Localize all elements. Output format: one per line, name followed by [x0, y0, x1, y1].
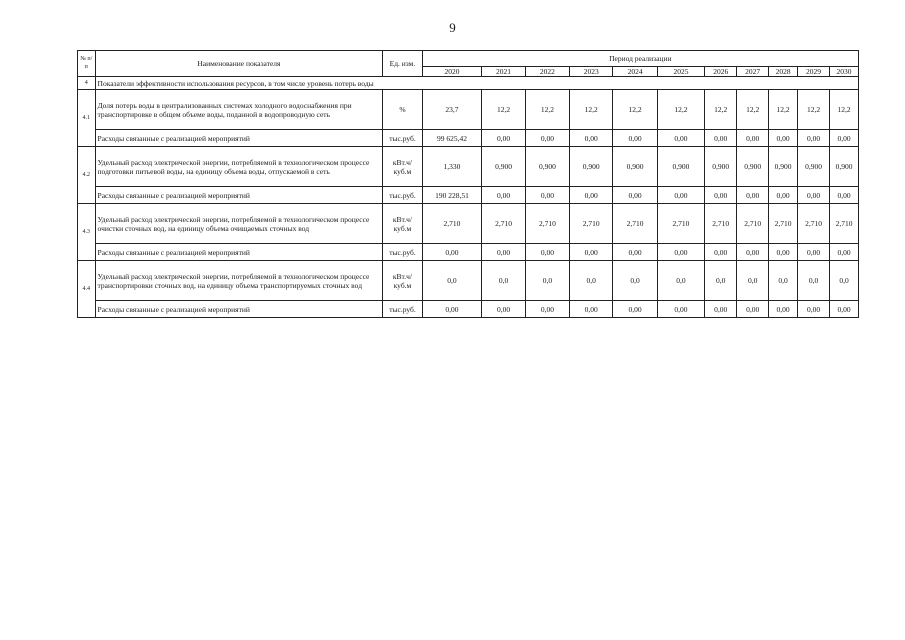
indicator-value: 0,0 [705, 261, 737, 301]
year-header: 2028 [769, 67, 798, 77]
indicator-value: 2,710 [570, 204, 613, 244]
indicator-value: 23,7 [422, 90, 482, 130]
indicator-value: 0,0 [422, 261, 482, 301]
indicator-value: 2,710 [613, 204, 657, 244]
section-row [78, 77, 859, 90]
expenses-value: 0,00 [798, 301, 830, 318]
indicator-value: 0,900 [482, 147, 525, 187]
expenses-value: 0,00 [482, 301, 525, 318]
expenses-row [78, 244, 859, 261]
indicator-name: Удельный расход электрической энергии, потребляемой в технологическом процессе очистки сточных вод, на единицу объема очищаемых сточных вод [95, 204, 383, 244]
indicator-value: 0,0 [613, 261, 657, 301]
expenses-value: 0,00 [657, 244, 704, 261]
indicator-value: 2,710 [737, 204, 769, 244]
indicator-value: 0,0 [570, 261, 613, 301]
year-header: 2026 [705, 67, 737, 77]
expenses-unit: тыс.руб. [383, 244, 422, 261]
expenses-value: 0,00 [769, 244, 798, 261]
indicator-name: Доля потерь воды в централизованных системах холодного водоснабжения при транспортировке в общем объеме воды, поданной в водопроводную сеть [95, 90, 383, 130]
expenses-value: 0,00 [570, 301, 613, 318]
expenses-value: 0,00 [830, 187, 859, 204]
expenses-value: 0,00 [613, 130, 657, 147]
expenses-unit: тыс.руб. [383, 187, 422, 204]
indicator-value: 12,2 [570, 90, 613, 130]
indicator-value: 2,710 [482, 204, 525, 244]
indicator-value: 0,900 [737, 147, 769, 187]
expenses-value: 0,00 [525, 130, 569, 147]
expenses-value: 0,00 [525, 244, 569, 261]
expenses-name: Расходы связанные с реализацией мероприятий [95, 244, 383, 261]
year-header: 2025 [657, 67, 704, 77]
section-num: 4 [78, 77, 96, 90]
expenses-value: 0,00 [705, 187, 737, 204]
indicator-value: 0,900 [525, 147, 569, 187]
indicator-value: 0,900 [798, 147, 830, 187]
indicator-value: 0,0 [525, 261, 569, 301]
indicator-value: 2,710 [798, 204, 830, 244]
expenses-value: 0,00 [705, 130, 737, 147]
expenses-value: 0,00 [570, 187, 613, 204]
expenses-value: 0,00 [525, 301, 569, 318]
col-header-unit: Ед. изм. [383, 51, 422, 77]
indicator-value: 0,900 [613, 147, 657, 187]
indicator-row [78, 90, 859, 130]
indicator-row [78, 204, 859, 244]
indicator-value: 12,2 [705, 90, 737, 130]
row-num: 4.4 [78, 261, 96, 318]
expenses-value: 190 228,51 [422, 187, 482, 204]
indicator-value: 12,2 [613, 90, 657, 130]
expenses-unit: тыс.руб. [383, 301, 422, 318]
indicator-unit: кВт.ч/ куб.м [383, 261, 422, 301]
row-num: 4.2 [78, 147, 96, 204]
expenses-name: Расходы связанные с реализацией мероприятий [95, 187, 383, 204]
expenses-value: 0,00 [570, 130, 613, 147]
indicator-value: 0,0 [830, 261, 859, 301]
expenses-value: 0,00 [737, 130, 769, 147]
indicator-unit: кВт.ч/ куб.м [383, 204, 422, 244]
indicator-value: 0,900 [657, 147, 704, 187]
indicator-row [78, 261, 859, 301]
year-header: 2020 [422, 67, 482, 77]
table-body [78, 77, 859, 318]
indicators-table [77, 50, 859, 318]
expenses-value: 0,00 [482, 244, 525, 261]
expenses-value: 0,00 [570, 244, 613, 261]
col-header-period: Период реализации [422, 51, 858, 67]
year-header: 2022 [525, 67, 569, 77]
page-number: 9 [449, 20, 456, 35]
indicator-value: 0,0 [657, 261, 704, 301]
indicator-value: 12,2 [737, 90, 769, 130]
year-header: 2024 [613, 67, 657, 77]
expenses-value: 0,00 [613, 301, 657, 318]
indicator-value: 0,0 [798, 261, 830, 301]
year-header: 2023 [570, 67, 613, 77]
expenses-value: 99 625,42 [422, 130, 482, 147]
indicator-unit: кВт.ч/ куб.м [383, 147, 422, 187]
expenses-name: Расходы связанные с реализацией мероприятий [95, 301, 383, 318]
indicator-value: 12,2 [482, 90, 525, 130]
indicator-name: Удельный расход электрической энергии, потребляемой в технологическом процессе подготовки питьевой воды, на единицу объема воды, отпускаемой в сеть [95, 147, 383, 187]
indicator-value: 12,2 [798, 90, 830, 130]
year-header: 2027 [737, 67, 769, 77]
indicator-value: 12,2 [657, 90, 704, 130]
indicator-value: 0,900 [705, 147, 737, 187]
expenses-row [78, 301, 859, 318]
row-num: 4.1 [78, 90, 96, 147]
expenses-value: 0,00 [830, 301, 859, 318]
indicator-value: 12,2 [769, 90, 798, 130]
expenses-value: 0,00 [798, 244, 830, 261]
expenses-value: 0,00 [769, 301, 798, 318]
indicator-value: 0,900 [830, 147, 859, 187]
expenses-value: 0,00 [705, 244, 737, 261]
indicator-value: 2,710 [705, 204, 737, 244]
expenses-value: 0,00 [422, 244, 482, 261]
expenses-value: 0,00 [830, 130, 859, 147]
indicator-value: 0,900 [769, 147, 798, 187]
expenses-value: 0,00 [705, 301, 737, 318]
col-header-name: Наименование показателя [95, 51, 383, 77]
expenses-value: 0,00 [798, 130, 830, 147]
expenses-value: 0,00 [657, 301, 704, 318]
expenses-value: 0,00 [737, 244, 769, 261]
expenses-value: 0,00 [482, 187, 525, 204]
indicator-value: 2,710 [422, 204, 482, 244]
row-num: 4.3 [78, 204, 96, 261]
year-header: 2030 [830, 67, 859, 77]
indicator-value: 0,0 [482, 261, 525, 301]
section-title: Показатели эффективности использования ресурсов, в том числе уровень потерь воды [95, 77, 858, 90]
indicator-unit: % [383, 90, 422, 130]
indicator-value: 2,710 [769, 204, 798, 244]
indicator-row [78, 147, 859, 187]
indicator-value: 12,2 [830, 90, 859, 130]
indicator-name: Удельный расход электрической энергии, потребляемой в технологическом процессе транспортировки сточных вод, на единицу объема транспортируемых сточных вод [95, 261, 383, 301]
expenses-unit: тыс.руб. [383, 130, 422, 147]
expenses-value: 0,00 [482, 130, 525, 147]
indicator-value: 2,710 [525, 204, 569, 244]
indicator-value: 2,710 [657, 204, 704, 244]
expenses-value: 0,00 [737, 301, 769, 318]
indicator-value: 0,900 [570, 147, 613, 187]
expenses-value: 0,00 [830, 244, 859, 261]
indicator-value: 2,710 [830, 204, 859, 244]
expenses-value: 0,00 [798, 187, 830, 204]
expenses-value: 0,00 [613, 244, 657, 261]
year-header: 2029 [798, 67, 830, 77]
expenses-value: 0,00 [657, 130, 704, 147]
col-header-num: № п/п [78, 51, 96, 77]
indicator-value: 12,2 [525, 90, 569, 130]
expenses-row [78, 187, 859, 204]
expenses-row [78, 130, 859, 147]
indicator-value: 1,330 [422, 147, 482, 187]
expenses-value: 0,00 [737, 187, 769, 204]
expenses-value: 0,00 [525, 187, 569, 204]
indicator-value: 0,0 [769, 261, 798, 301]
indicator-value: 0,0 [737, 261, 769, 301]
year-header: 2021 [482, 67, 525, 77]
expenses-value: 0,00 [422, 301, 482, 318]
expenses-value: 0,00 [769, 130, 798, 147]
expenses-name: Расходы связанные с реализацией мероприятий [95, 130, 383, 147]
expenses-value: 0,00 [657, 187, 704, 204]
expenses-value: 0,00 [613, 187, 657, 204]
expenses-value: 0,00 [769, 187, 798, 204]
